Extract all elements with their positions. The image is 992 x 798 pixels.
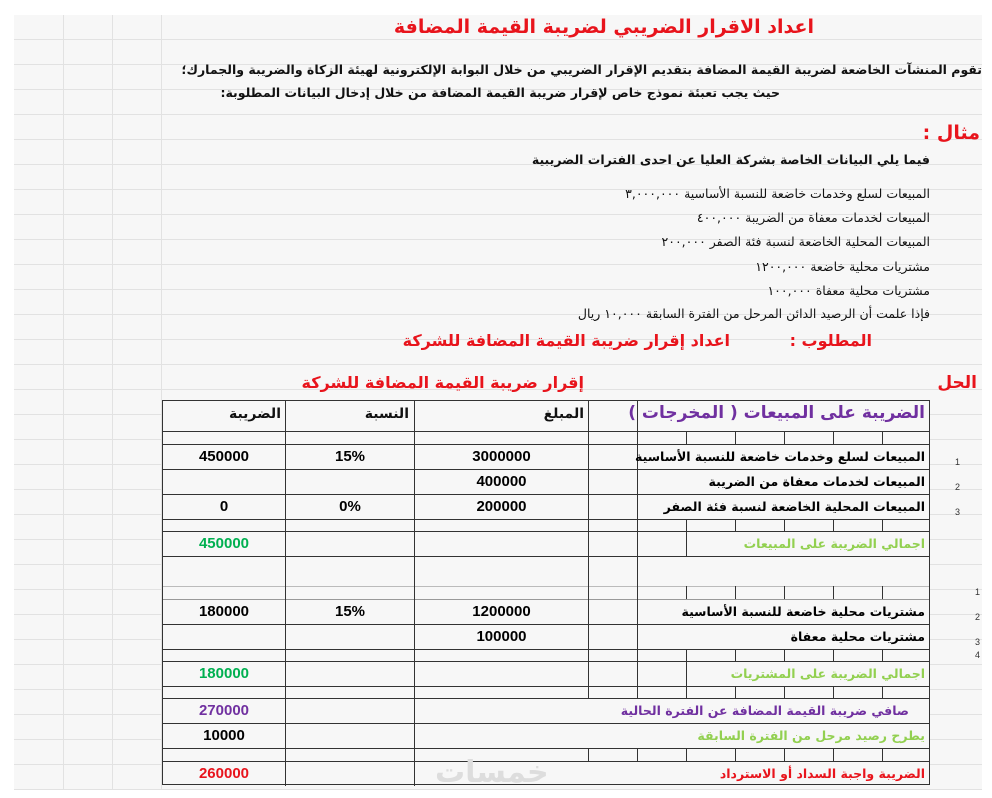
sales-tax: 450000 xyxy=(198,448,250,465)
intro-line-1: تقوم المنشآت الخاضعة لضريبة القيمة المضافة بتقديم الإقرار الضريبي من خلال البوابة الإلكترونية لهيئة الزكاة والضريبة والجمارك؛ xyxy=(181,62,982,77)
sales-row-label: المبيعات المحلية الخاضعة لنسبة فئة الصفر xyxy=(663,499,925,514)
purchase-row-label: مشتريات محلية معفاة xyxy=(790,629,925,644)
example-line: المبيعات لسلع وخدمات خاضعة للنسبة الأساسية ٣,٠٠٠,٠٠٠ xyxy=(625,186,930,201)
required-text: اعداد إقرار ضريبة القيمة المضافة للشركة xyxy=(402,331,730,350)
example-line: المبيعات المحلية الخاضعة لنسبة فئة الصفر ٢٠٠,٠٠٠ xyxy=(661,234,930,249)
solution-label: الحل xyxy=(937,373,977,393)
row-number: 1 xyxy=(975,587,981,597)
row-number: 4 xyxy=(975,650,981,660)
purchase-tax: 180000 xyxy=(198,603,250,620)
watermark-logo: خمسات xyxy=(435,755,549,790)
sales-amount: 200000 xyxy=(476,498,527,515)
intro-line-2: حيث يجب تعبئة نموذج خاص لإقرار ضريبة القيمة المضافة من خلال إدخال البيانات المطلوبة: xyxy=(220,85,780,100)
example-line: فإذا علمت أن الرصيد الدائن المرحل من الفترة السابقة ١٠,٠٠٠ ريال xyxy=(577,306,930,321)
header-amount: المبلغ xyxy=(543,406,584,422)
header-rate: النسبة xyxy=(364,406,409,422)
sales-total-label: اجمالي الضريبة على المبيعات xyxy=(743,536,925,551)
sales-row-label: المبيعات لسلع وخدمات خاضعة للنسبة الأساسية xyxy=(635,449,925,464)
row-number: 2 xyxy=(975,612,981,622)
vat-return-table xyxy=(162,400,930,785)
example-line: مشتريات محلية خاضعة ١٢٠٠,٠٠٠ xyxy=(755,259,930,274)
final-tax-value: 260000 xyxy=(198,765,250,782)
carried-balance-label: يطرح رصيد مرحل من الفترة السابقة xyxy=(697,728,925,743)
row-number: 2 xyxy=(955,482,961,492)
row-number: 3 xyxy=(955,507,961,517)
table-title: إقرار ضريبة القيمة المضافة للشركة xyxy=(301,373,584,392)
sales-tax: 0 xyxy=(219,498,229,515)
sales-rate: 0% xyxy=(339,498,361,515)
sales-amount: 400000 xyxy=(476,473,527,490)
example-intro: فيما يلي البيانات الخاصة بشركة العليا عن احدى الفترات الضريبية xyxy=(531,152,930,167)
row-number: 3 xyxy=(975,637,981,647)
purchase-row-label: مشتريات محلية خاضعة للنسبة الأساسية xyxy=(681,604,925,619)
sales-section-title: الضريبة على المبيعات ( المخرجات ) xyxy=(628,403,925,423)
example-line: مشتريات محلية معفاة ١٠٠,٠٠٠ xyxy=(767,283,930,298)
sales-total-tax: 450000 xyxy=(198,535,250,552)
purchase-rate: 15% xyxy=(334,603,366,620)
example-line: المبيعات لخدمات معفاة من الضريبة ٤٠٠,٠٠٠ xyxy=(696,210,930,225)
sales-amount: 3000000 xyxy=(472,448,531,465)
final-tax-label: الضريبة واجبة السداد أو الاسترداد xyxy=(719,766,925,781)
net-vat-tax: 270000 xyxy=(198,702,250,719)
required-label: المطلوب : xyxy=(789,331,872,350)
carried-balance-tax: 10000 xyxy=(203,727,245,744)
example-label: مثال : xyxy=(922,122,980,144)
purchase-amount: 100000 xyxy=(476,628,527,645)
sales-rate: 15% xyxy=(334,448,366,465)
purchases-total-tax: 180000 xyxy=(198,665,250,682)
purchases-total-label: اجمالي الضريبة على المشتريات xyxy=(730,666,925,681)
page-title: اعداد الاقرار الضريبي لضريبة القيمة المضافة xyxy=(393,16,814,38)
purchase-amount: 1200000 xyxy=(472,603,531,620)
sales-row-label: المبيعات لخدمات معفاة من الضريبة xyxy=(708,474,925,489)
net-vat-label: صافي ضريبة القيمة المضافة عن الفترة الحالية xyxy=(620,703,909,718)
header-tax: الضريبة xyxy=(228,406,281,422)
row-number: 1 xyxy=(955,457,961,467)
